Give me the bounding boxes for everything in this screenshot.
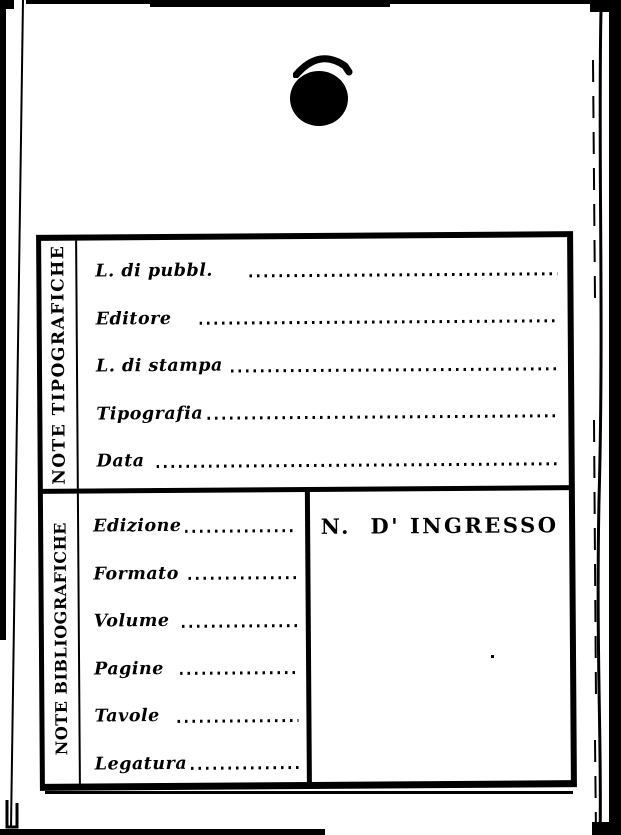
dotted-line <box>207 414 558 419</box>
field-row <box>96 334 558 385</box>
field-label: Tavole <box>94 706 160 727</box>
punch-hole-arc <box>293 50 353 78</box>
side-label-column <box>41 241 79 489</box>
punch-hole <box>290 71 348 126</box>
dotted-line <box>189 576 298 580</box>
side-label-column <box>43 494 81 784</box>
dotted-line <box>181 624 297 628</box>
dotted-line <box>178 719 299 723</box>
field-label: Pagine <box>94 658 164 679</box>
field-row <box>93 496 297 545</box>
field-label: L. di stampa <box>95 355 223 377</box>
dotted-line <box>185 529 297 533</box>
catalog-card-form <box>36 231 577 791</box>
field-row <box>95 239 557 290</box>
field-label: Data <box>96 451 145 472</box>
field-row <box>93 544 297 593</box>
field-label: Edizione <box>93 515 182 537</box>
note-bibliografiche-section <box>43 490 571 784</box>
bibliografiche-fields <box>79 492 307 783</box>
field-row <box>95 734 299 783</box>
field-row <box>95 287 557 338</box>
field-label: Tipografia <box>96 403 204 424</box>
note-tipografiche-section <box>41 237 569 489</box>
dotted-line <box>249 272 557 277</box>
field-label: Editore <box>95 308 172 329</box>
scan-double-rule <box>45 791 573 794</box>
ingresso-box <box>310 490 571 782</box>
field-label: Formato <box>93 563 179 584</box>
dotted-line <box>200 319 558 325</box>
field-label: Legatura <box>94 753 188 774</box>
dotted-line <box>157 462 559 468</box>
field-row <box>94 639 298 688</box>
section-title-vertical: NOTE TIPOGRAFICHE <box>48 244 70 485</box>
dotted-line <box>180 671 298 675</box>
ingresso-title: N. D' INGRESSO <box>320 512 559 539</box>
field-row <box>96 429 558 480</box>
tipografiche-fields <box>77 237 569 480</box>
bibliografiche-left-panel <box>43 492 312 784</box>
field-row <box>94 686 298 735</box>
dotted-line <box>231 367 558 372</box>
field-label: L. di pubbl. <box>95 260 214 282</box>
field-label: Volume <box>93 610 170 632</box>
section-title-vertical: NOTE BIBLIOGRAFICHE <box>50 522 72 756</box>
field-row <box>94 591 298 640</box>
field-row <box>96 382 558 433</box>
dotted-line <box>191 766 299 770</box>
